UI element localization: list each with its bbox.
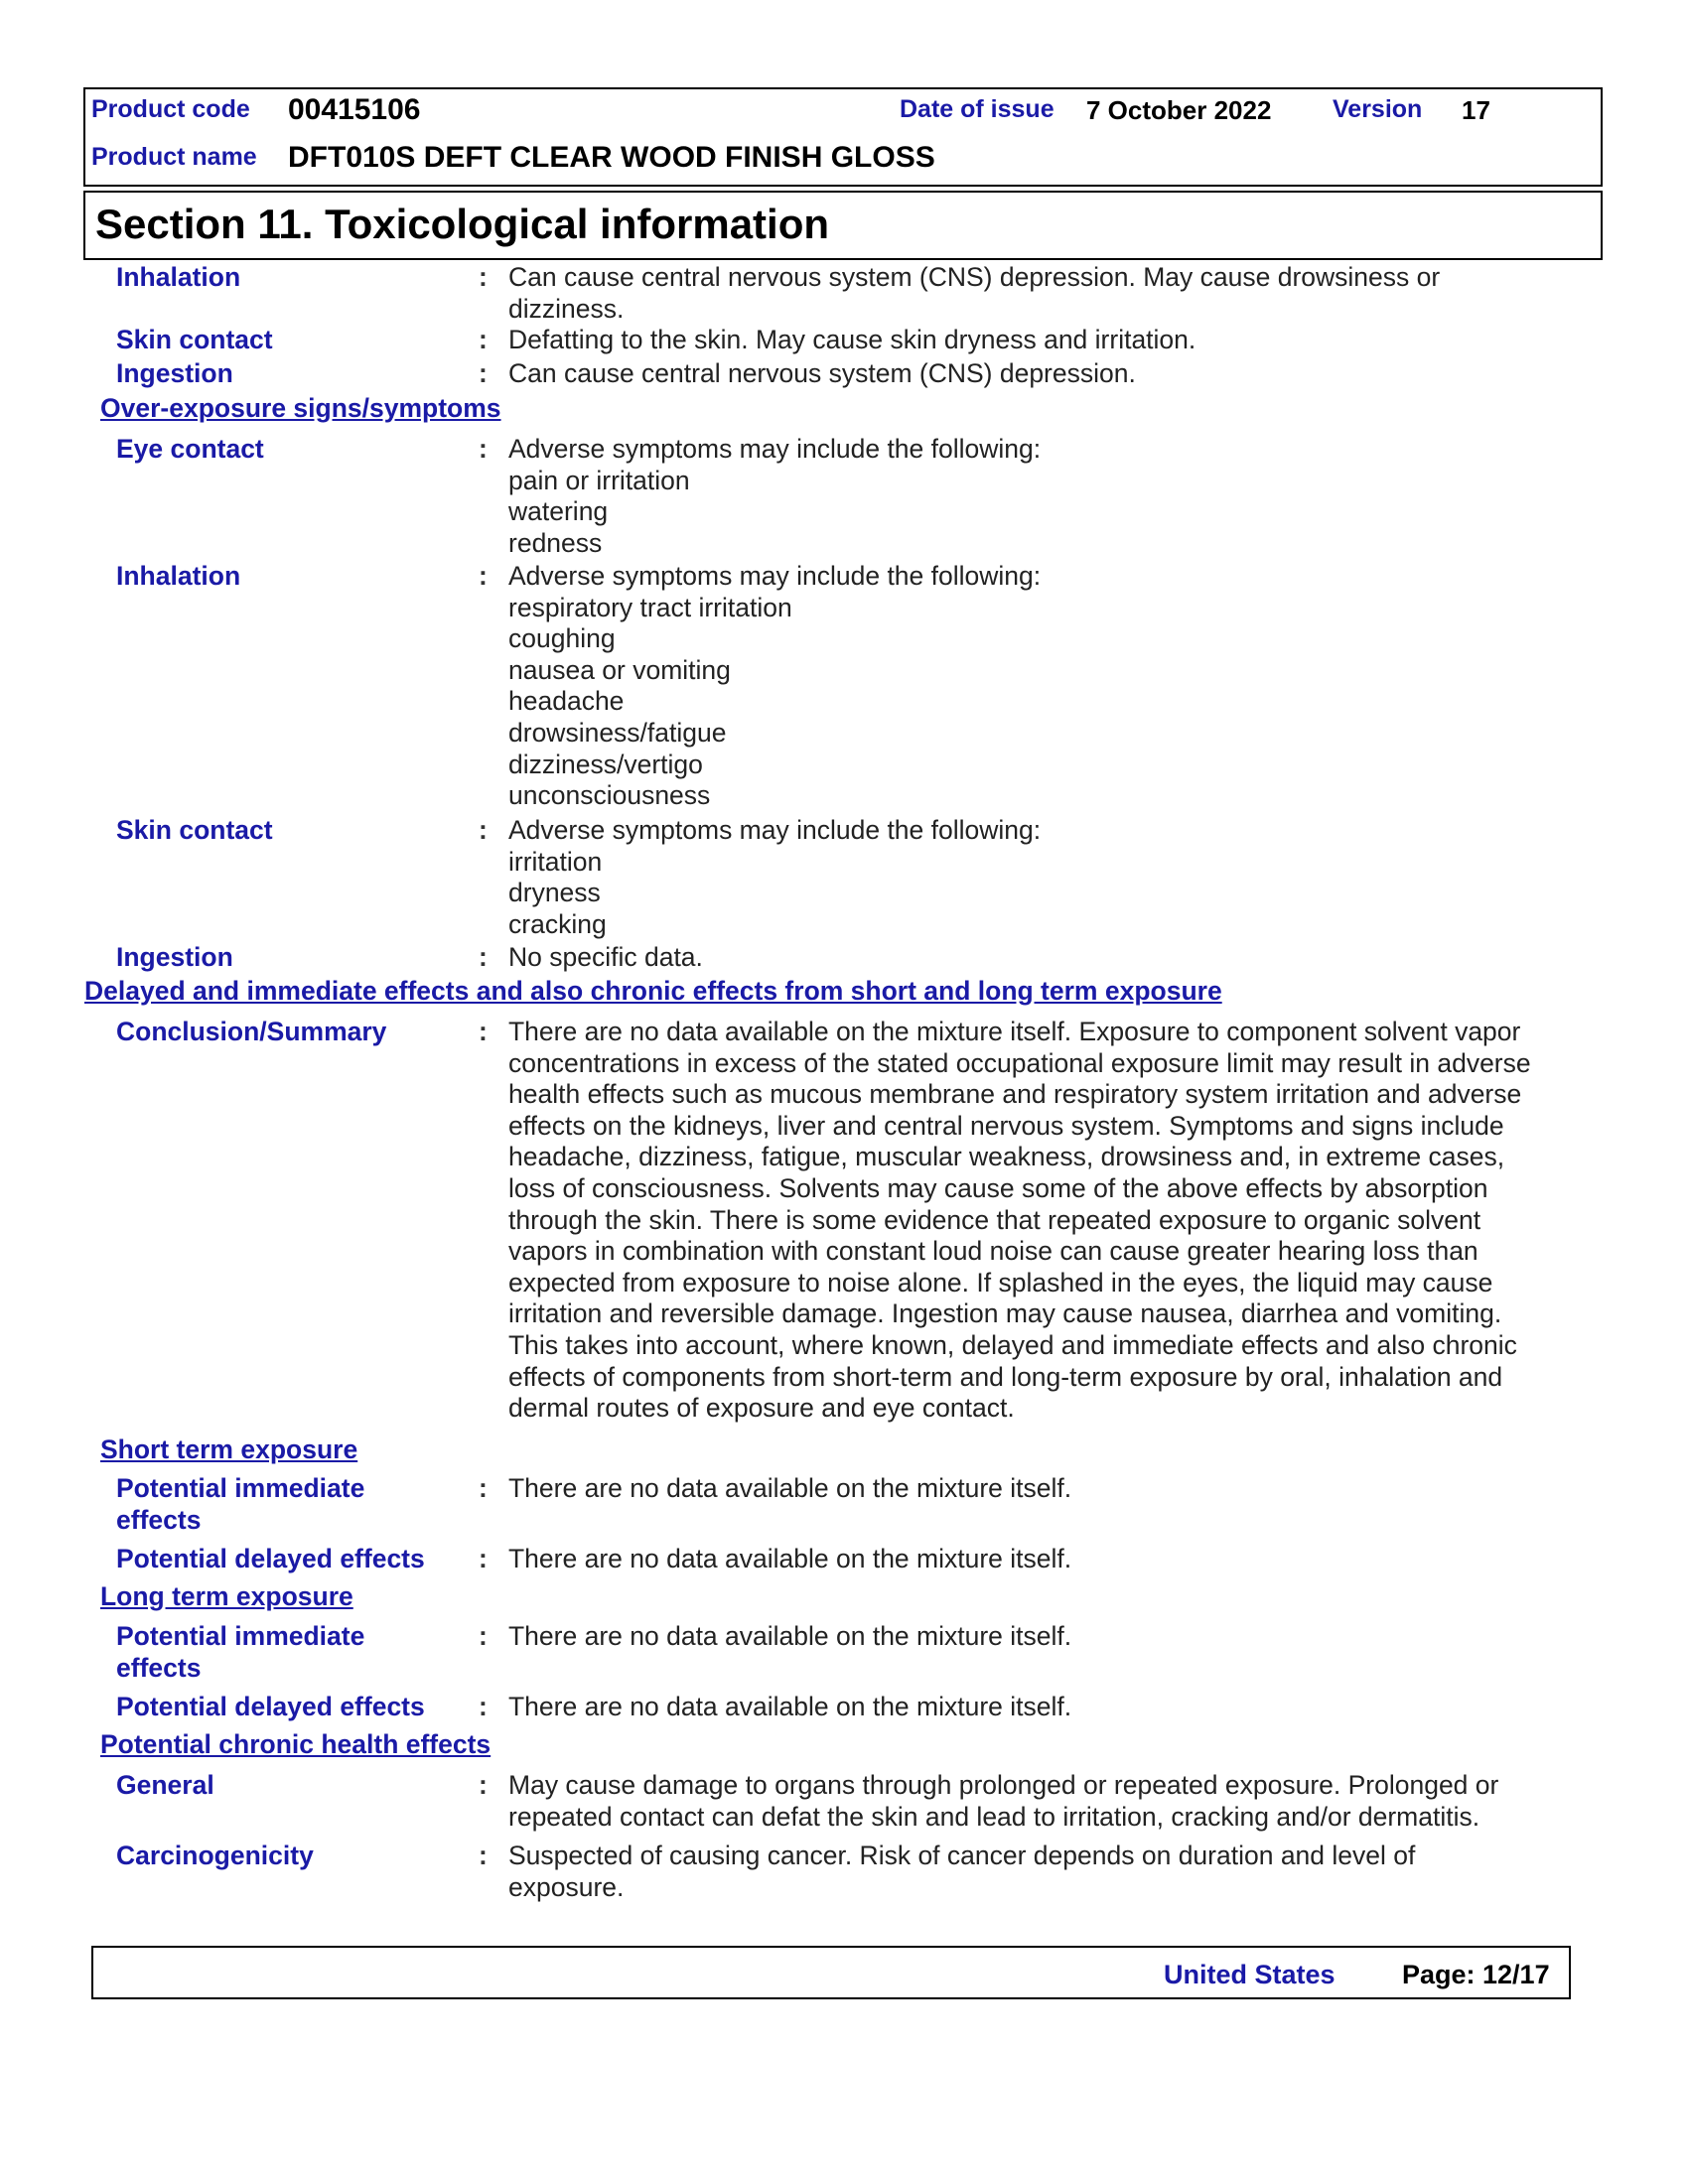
value-line: irritation and reversible damage. Ingestion may cause nausea, diarrhea and vomiting.	[508, 1298, 1502, 1329]
value-line: unconsciousness	[508, 780, 711, 811]
field-value	[508, 1770, 1591, 1833]
product-code-label: Product code	[91, 95, 250, 123]
field-value	[508, 262, 1591, 325]
field-label: Ingestion	[116, 942, 233, 972]
label-line: effects	[116, 1504, 202, 1535]
field-value	[508, 1621, 1591, 1653]
value-line: There are no data available on the mixture itself.	[508, 1692, 1072, 1721]
colon: :	[479, 358, 488, 388]
colon: :	[479, 1473, 488, 1503]
product-name-label: Product name	[91, 143, 257, 171]
value-line: drowsiness/fatigue	[508, 717, 727, 748]
label-line: Potential immediate	[116, 1621, 365, 1651]
field-value	[508, 561, 1591, 812]
date-of-issue-label: Date of issue	[900, 95, 1055, 123]
date-of-issue-value: 7 October 2022	[1086, 95, 1272, 125]
field-value	[508, 1017, 1591, 1425]
field-value	[508, 942, 1591, 974]
field-value	[508, 1692, 1591, 1723]
field-value	[508, 1473, 1591, 1505]
field-label: Ingestion	[116, 358, 233, 388]
colon: :	[479, 1770, 488, 1800]
value-line: dermal routes of exposure and eye contact.	[508, 1393, 1015, 1424]
value-line: Adverse symptoms may include the following:	[508, 434, 1042, 464]
value-line: Adverse symptoms may include the following:	[508, 815, 1042, 845]
value-line: concentrations in excess of the stated occupational exposure limit may result in adverse	[508, 1047, 1531, 1078]
value-line: through the skin. There is some evidence that repeated exposure to organic solvent	[508, 1204, 1481, 1235]
value-line: nausea or vomiting	[508, 654, 731, 685]
value-line: There are no data available on the mixture itself.	[508, 1621, 1072, 1651]
value-line: dizziness/vertigo	[508, 749, 703, 779]
colon: :	[479, 561, 488, 591]
value-line: dizziness.	[508, 293, 625, 324]
section-title: Section 11. Toxicological information	[95, 201, 830, 247]
value-line: Adverse symptoms may include the following:	[508, 561, 1042, 591]
product-name-value: DFT010S DEFT CLEAR WOOD FINISH GLOSS	[288, 141, 935, 174]
page-footer	[91, 1946, 1571, 1999]
value-line: Suspected of causing cancer. Risk of cancer depends on duration and level of	[508, 1841, 1416, 1870]
long-term-heading: Long term exposure	[100, 1581, 353, 1611]
value-line: effects of components from short-term and long-term exposure by oral, inhalation and	[508, 1361, 1503, 1392]
field-value	[508, 358, 1591, 390]
value-line: redness	[508, 527, 603, 558]
value-line: effects on the kidneys, liver and central nervous system. Symptoms and signs include	[508, 1110, 1504, 1141]
value-line: There are no data available on the mixture itself.	[508, 1473, 1072, 1503]
value-line: loss of consciousness. Solvents may cause some of the above effects by absorption	[508, 1172, 1488, 1203]
value-line: May cause damage to organs through prolonged or repeated exposure. Prolonged or	[508, 1770, 1499, 1800]
section-header	[83, 191, 1603, 260]
field-label: Eye contact	[116, 434, 264, 464]
value-line: This takes into account, where known, delayed and immediate effects and also chronic	[508, 1329, 1517, 1360]
colon: :	[479, 434, 488, 464]
colon: :	[479, 1841, 488, 1870]
value-line: cracking	[508, 908, 607, 939]
colon: :	[479, 1544, 488, 1573]
colon: :	[479, 325, 488, 354]
value-line: Can cause central nervous system (CNS) depression.	[508, 358, 1136, 388]
value-line: pain or irritation	[508, 465, 690, 495]
value-line: coughing	[508, 623, 616, 654]
delayed-effects-heading: Delayed and immediate effects and also chronic effects from short and long term exposure	[84, 976, 1222, 1006]
colon: :	[479, 262, 488, 292]
field-label: Inhalation	[116, 561, 241, 591]
field-label: Potential delayed effects	[116, 1544, 425, 1573]
value-line: Defatting to the skin. May cause skin dryness and irritation.	[508, 325, 1196, 354]
value-line: expected from exposure to noise alone. If splashed in the eyes, the liquid may cause	[508, 1267, 1493, 1297]
label-line: Potential immediate	[116, 1473, 365, 1503]
version-label: Version	[1333, 95, 1423, 123]
label-line: effects	[116, 1652, 202, 1683]
value-line: There are no data available on the mixture itself.	[508, 1544, 1072, 1573]
field-label: Skin contact	[116, 815, 273, 845]
value-line: vapors in combination with constant loud noise can cause greater hearing loss than	[508, 1236, 1478, 1267]
value-line: headache	[508, 686, 625, 717]
value-line: No specific data.	[508, 942, 703, 972]
field-value	[508, 434, 1591, 559]
chronic-effects-heading: Potential chronic health effects	[100, 1729, 492, 1759]
colon: :	[479, 1621, 488, 1651]
field-value	[508, 815, 1591, 940]
field-label	[116, 1473, 469, 1536]
field-label: Inhalation	[116, 262, 241, 292]
field-label: General	[116, 1770, 214, 1800]
value-line: health effects such as mucous membrane and respiratory system irritation and adverse	[508, 1079, 1522, 1110]
overexposure-heading: Over-exposure signs/symptoms	[100, 393, 501, 423]
page-number: Page: 12/17	[1402, 1960, 1550, 1989]
colon: :	[479, 942, 488, 972]
colon: :	[479, 815, 488, 845]
value-line: dryness	[508, 878, 601, 908]
field-label: Skin contact	[116, 325, 273, 354]
field-value	[508, 1841, 1591, 1903]
value-line: irritation	[508, 846, 603, 877]
field-label: Potential delayed effects	[116, 1692, 425, 1721]
document-header	[83, 87, 1603, 187]
field-value	[508, 1544, 1591, 1575]
short-term-heading: Short term exposure	[100, 1434, 358, 1464]
value-line: headache, dizziness, fatigue, muscular weakness, drowsiness and, in extreme cases,	[508, 1142, 1505, 1172]
value-line: Can cause central nervous system (CNS) depression. May cause drowsiness or	[508, 262, 1441, 292]
value-line: repeated contact can defat the skin and lead to irritation, cracking and/or dermatitis.	[508, 1801, 1480, 1832]
colon: :	[479, 1017, 488, 1046]
product-code-value: 00415106	[288, 93, 421, 126]
value-line: respiratory tract irritation	[508, 592, 792, 622]
value-line: watering	[508, 496, 609, 527]
value-line: There are no data available on the mixture itself. Exposure to component solvent vapor	[508, 1017, 1521, 1046]
field-label	[116, 1621, 469, 1684]
value-line: exposure.	[508, 1871, 625, 1902]
field-label: Carcinogenicity	[116, 1841, 314, 1870]
version-value: 17	[1462, 95, 1490, 125]
field-label: Conclusion/Summary	[116, 1017, 387, 1046]
footer-country: United States	[1164, 1960, 1336, 1989]
colon: :	[479, 1692, 488, 1721]
field-value	[508, 325, 1591, 356]
